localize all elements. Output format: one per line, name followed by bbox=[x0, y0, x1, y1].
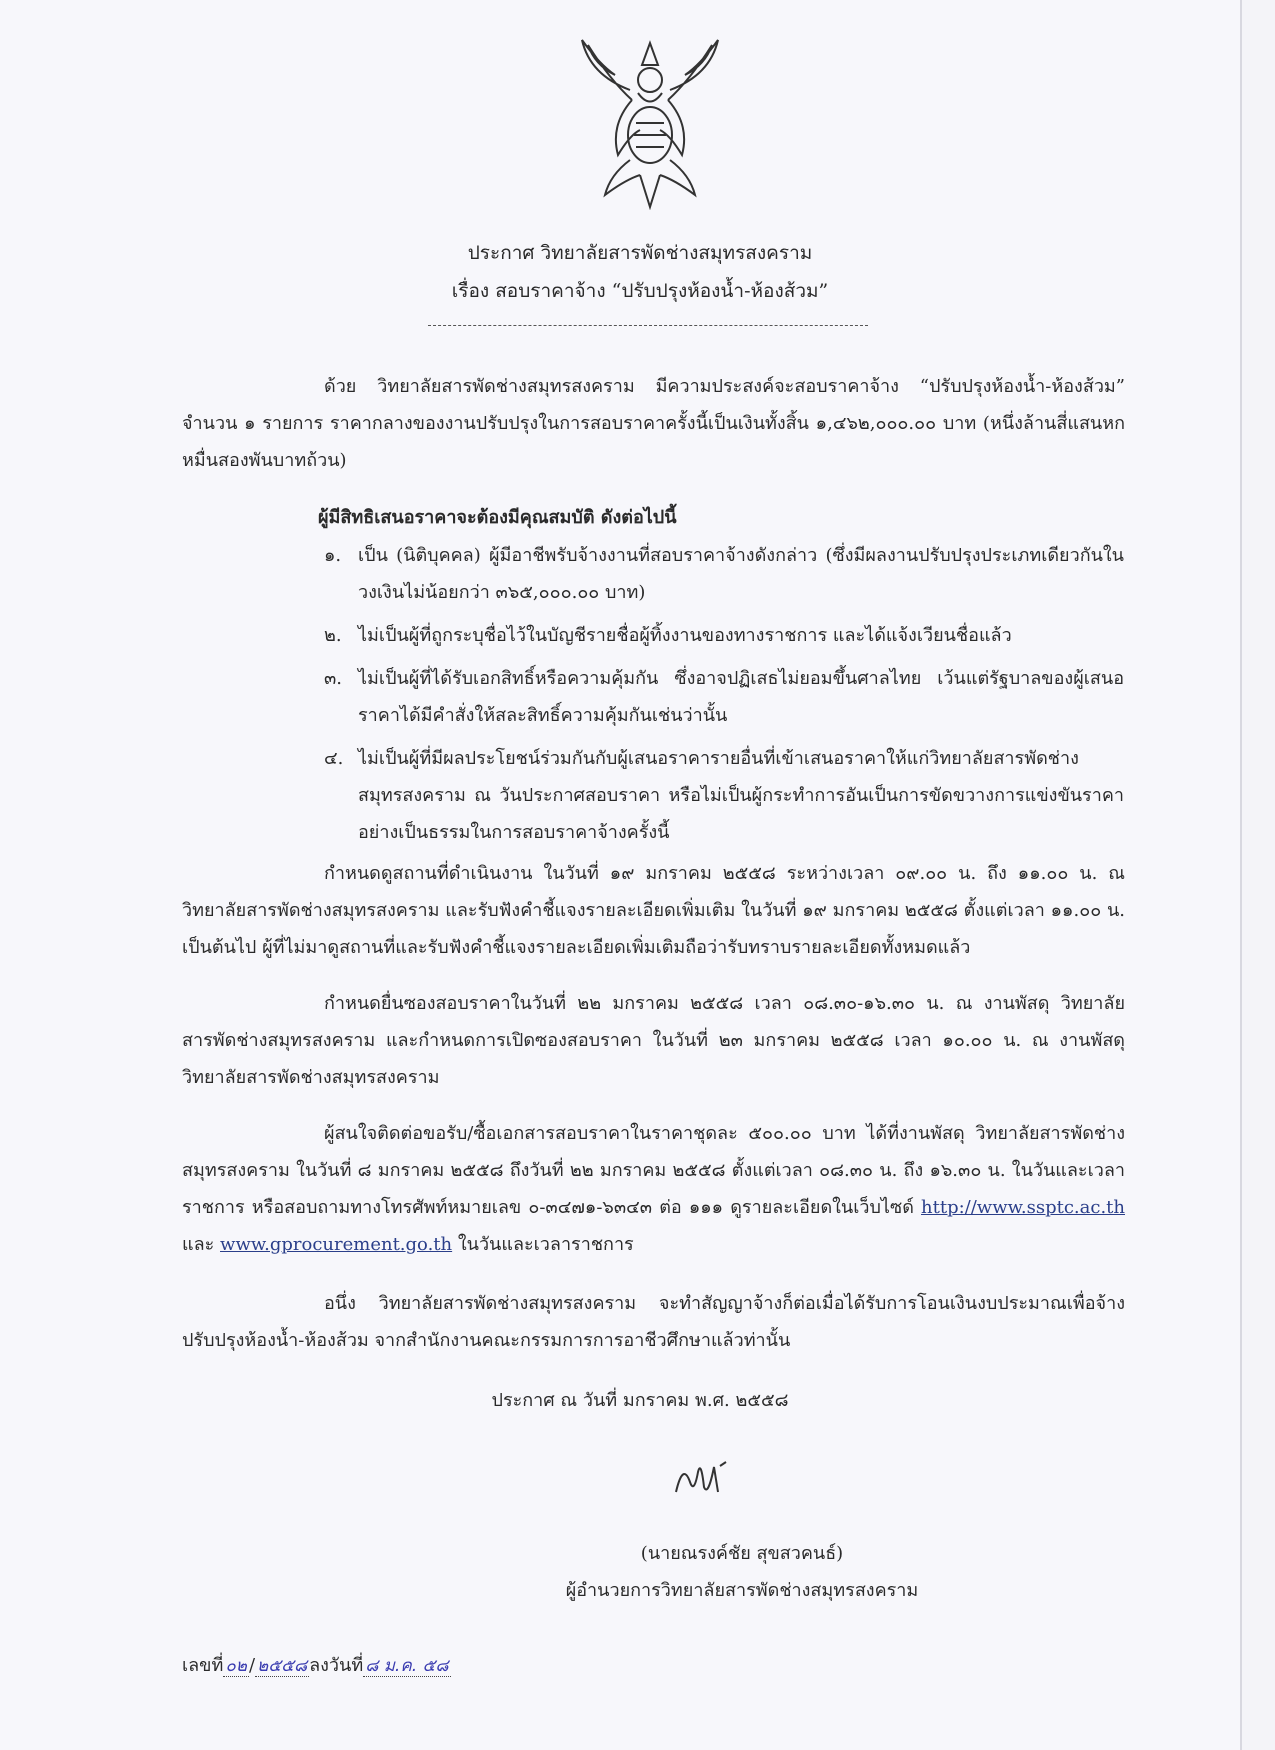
garuda-emblem-icon bbox=[570, 35, 730, 210]
qualifications-heading: ผู้มีสิทธิเสนอราคาจะต้องมีคุณสมบัติ ดังต่อไปนี้ bbox=[318, 507, 677, 528]
announcement-date: ประกาศ ณ วันที่ มกราคม พ.ศ. ๒๕๕๘ bbox=[491, 1390, 789, 1411]
dashed-divider bbox=[428, 325, 868, 326]
reference-date: ๘ ม.ค. ๕๘ bbox=[365, 1656, 449, 1676]
site-visit-paragraph: กำหนดดูสถานที่ดำเนินงาน ในวันที่ ๑๙ มกราคม ๒๕๕๘ ระหว่างเวลา ๐๙.๐๐ น. ถึง ๑๑.๐๐ น. ณ วิทยาลัยสารพัดช่างสมุทรสงคราม และรับฟังคำชี้แจงรายละเอียดเพิ่มเติม ในวันที่ ๑๙ มกราคม ๒๕๕๘ ตั้งแต่เวลา ๑๑.๐๐ น. เป็นต้นไป ผู้ที่ไม่มาดูสถานที่และรับฟังคำชี้แจงรายละเอียดเพิ่มเติมถือว่ารับทราบรายละเอียดทั้งหมดแล้ว bbox=[182, 863, 1125, 958]
reference-number: ๐๒ bbox=[225, 1656, 247, 1676]
signer-position: ผู้อำนวยการวิทยาลัยสารพัดช่างสมุทรสงคราม bbox=[565, 1580, 919, 1601]
submission-paragraph: กำหนดยื่นซองสอบราคาในวันที่ ๒๒ มกราคม ๒๕๕๘ เวลา ๐๘.๓๐-๑๖.๓๐ น. ณ งานพัสดุ วิทยาลัยสารพัดช่างสมุทรสงคราม และกำหนดการเปิดซองสอบราคา ในวันที่ ๒๓ มกราคม ๒๕๕๘ เวลา ๑๐.๐๐ น. ณ งานพัสดุวิทยาลัยสารพัดช่างสมุทรสงคราม bbox=[182, 993, 1125, 1088]
list-item: ๒. ไม่เป็นผู้ที่ถูกระบุชื่อไว้ในบัญชีรายชื่อผู้ทิ้งงานของทางราชการ และได้แจ้งเวียนชื่อแล้ว bbox=[324, 625, 1012, 646]
reference-number-line: เลขที่ ๐๒ / ๒๕๕๘ ลงวันที่ ๘ ม.ค. ๕๘ bbox=[182, 1655, 449, 1676]
signer-name: (นายณรงค์ชัย สุขสวคนธ์) bbox=[640, 1543, 844, 1564]
signature-icon bbox=[668, 1452, 738, 1502]
qualifications-list bbox=[324, 537, 1124, 857]
list-item: ๔. ไม่เป็นผู้ที่มีผลประโยชน์ร่วมกันกับผู้เสนอราคารายอื่นที่เข้าเสนอราคาให้แก่วิทยาลัยสารพัดช่างสมุทรสงคราม ณ วันประกาศสอบราคา หรือไม่เป็นผู้กระทำการอันเป็นการขัดขวางการแข่งขันราคาอย่างเป็นธรรมในการสอบราคาจ้างครั้งนี้ bbox=[324, 748, 1124, 843]
announcement-subject: เรื่อง สอบราคาจ้าง “ปรับปรุงห้องน้ำ-ห้องส้วม” bbox=[451, 280, 829, 302]
announcement-title: ประกาศ วิทยาลัยสารพัดช่างสมุทรสงคราม bbox=[467, 242, 813, 264]
gprocurement-link[interactable]: www.gprocurement.go.th bbox=[220, 1234, 453, 1255]
budget-note-paragraph: อนึ่ง วิทยาลัยสารพัดช่างสมุทรสงคราม จะทำสัญญาจ้างก็ต่อเมื่อได้รับการโอนเงินงบประมาณเพื่อจ้างปรับปรุงห้องน้ำ-ห้องส้วม จากสำนักงานคณะกรรมการการอาชีวศึกษาแล้วท่านั้น bbox=[182, 1293, 1125, 1351]
reference-year: ๒๕๕๘ bbox=[257, 1656, 308, 1676]
intro-paragraph: ด้วย วิทยาลัยสารพัดช่างสมุทรสงคราม มีความประสงค์จะสอบราคาจ้าง “ปรับปรุงห้องน้ำ-ห้องส้วม” จำนวน ๑ รายการ ราคากลางของงานปรับปรุงในการสอบราคาครั้งนี้เป็นเงินทั้งสิ้น ๑,๔๖๒,๐๐๐.๐๐ บาท (หนึ่งล้านสี่แสนหกหมื่นสองพันบาทถ้วน) bbox=[182, 376, 1125, 471]
list-item: ๓. ไม่เป็นผู้ที่ได้รับเอกสิทธิ์หรือความคุ้มกัน ซึ่งอาจปฏิเสธไม่ยอมขึ้นศาลไทย เว้นแต่รัฐบาลของผู้เสนอราคาได้มีคำสั่งให้สละสิทธิ์ความคุ้มกันเช่นว่านั้น bbox=[324, 668, 1124, 726]
list-item: ๑. เป็น (นิติบุคคล) ผู้มีอาชีพรับจ้างงานที่สอบราคาจ้างดังกล่าว (ซึ่งมีผลงานปรับปรุงประเภทเดียวกันในวงเงินไม่น้อยกว่า ๓๖๕,๐๐๐.๐๐ บาท) bbox=[324, 545, 1124, 603]
documents-paragraph: ผู้สนใจติดต่อขอรับ/ซื้อเอกสารสอบราคาในราคาชุดละ ๕๐๐.๐๐ บาท ได้ที่งานพัสดุ วิทยาลัยสารพัดช่างสมุทรสงคราม ในวันที่ ๘ มกราคม ๒๕๕๘ ถึงวันที่ ๒๒ มกราคม ๒๕๕๘ ตั้งแต่เวลา ๐๘.๓๐ น. ถึง ๑๖.๓๐ น. ในวันและเวลาราชการ หรือสอบถามทางโทรศัพท์หมายเลข ๐-๓๔๗๑-๖๓๔๓ ต่อ ๑๑๑ ดูรายละเอียดในเว็บไซด์ http://www.ssptc.ac.th และ www.gprocurement.go.th ในวันและเวลาราชการ bbox=[182, 1123, 1125, 1255]
college-website-link[interactable]: http://www.ssptc.ac.th bbox=[921, 1197, 1125, 1218]
